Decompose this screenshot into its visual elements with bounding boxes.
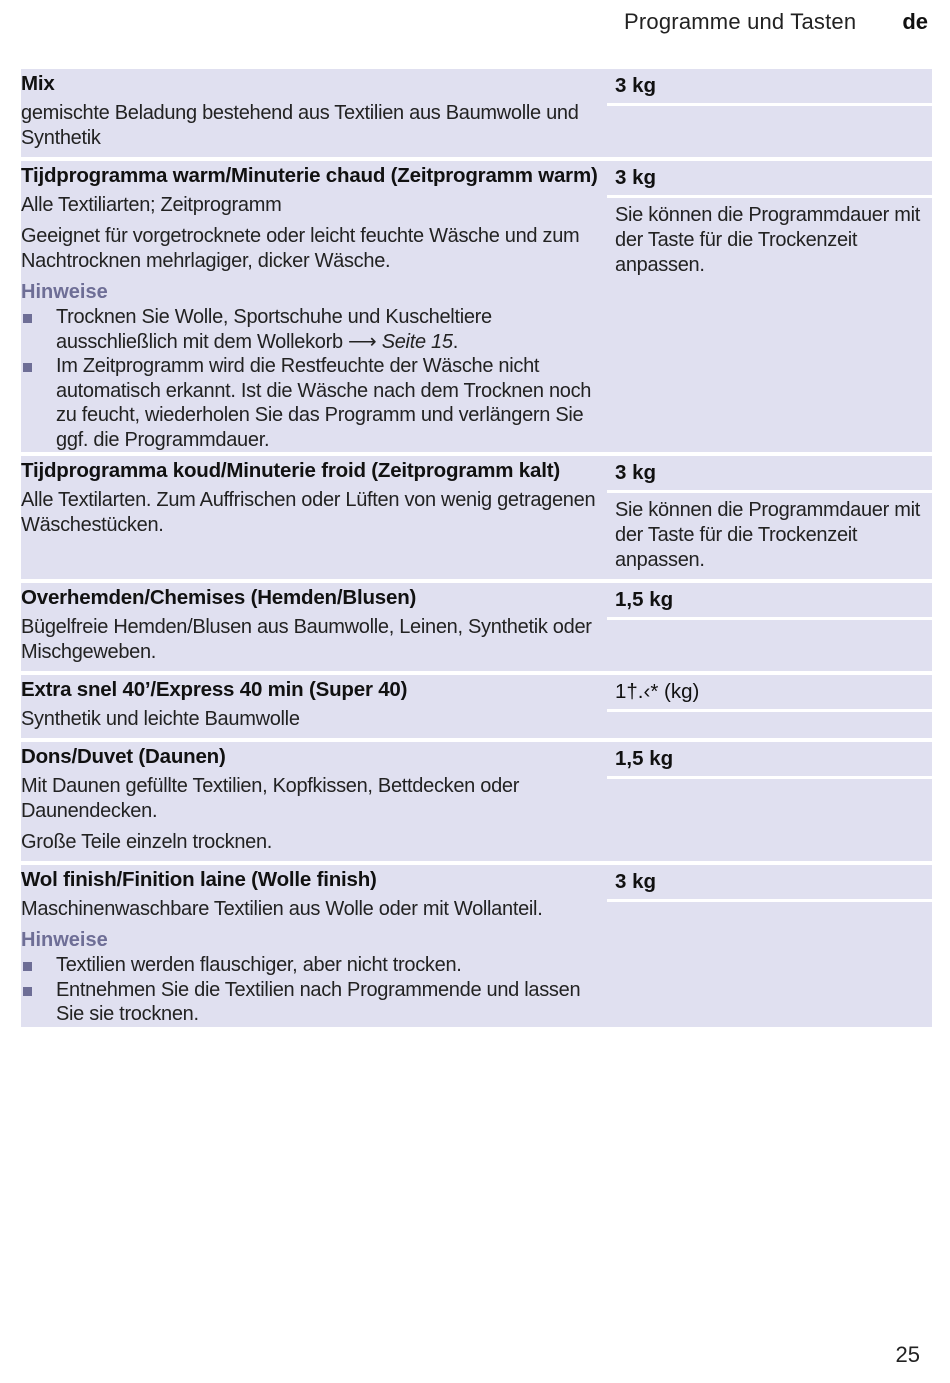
page-header [624,8,928,36]
section-title: Programme und Tasten [624,9,857,34]
program-table [21,69,932,1027]
program-title: Tijdprogramma koud/Minuterie froid (Zeitprogramm kalt) [21,459,560,482]
program-info [21,673,607,740]
program-capacity: 3 kg [607,456,932,493]
hints-heading: Hinweise [21,281,108,303]
program-description: Große Teile einzeln trocknen. [21,831,273,853]
program-row-time-warm [21,159,932,454]
program-capacity-cell [607,673,932,740]
page-reference-link[interactable]: Seite 15 [381,330,453,353]
program-title: Mix [21,72,55,95]
page-number: 25 [895,1342,920,1367]
program-description: gemischte Beladung bestehend aus Textilien aus Baumwolle und Synthetik [21,102,579,149]
program-info [21,863,607,1027]
language-code: de [902,9,928,34]
program-note: Sie können die Programmdauer mit der Taste für die Trockenzeit anpassen. [615,499,920,571]
program-capacity-cell [607,863,932,1027]
program-description: Bügelfreie Hemden/Blusen aus Baumwolle, Leinen, Synthetik oder Mischgeweben. [21,616,592,663]
bullet-square-icon [23,987,32,996]
hint-item: Entnehmen Sie die Textilien nach Programmende und lassen Sie sie trocknen. [21,978,607,1027]
hint-item: Im Zeitprogramm wird die Restfeuchte der Wäsche nicht automatisch erkannt. Ist die Wäsche nach dem Trocknen noch zu feucht, wiederholen Sie das Programm und verlängern Sie ggf. die Programmdauer. [21,354,607,452]
program-capacity-cell [607,740,932,863]
program-row-shirts [21,581,932,673]
program-row-mix [21,69,932,159]
program-row-duvet [21,740,932,863]
program-description: Mit Daunen gefüllte Textilien, Kopfkissen, Bettdecken oder Daunendecken. [21,775,520,822]
program-capacity: 1†.‹* (kg) [607,675,932,712]
hints-heading: Hinweise [21,929,108,951]
program-description: Alle Textiliarten; Zeitprogramm [21,194,282,216]
hints-list [21,953,607,1027]
program-title: Wol finish/Finition laine (Wolle finish) [21,868,377,891]
program-capacity: 1,5 kg [607,583,932,620]
program-row-time-cold [21,454,932,581]
program-note: Sie können die Programmdauer mit der Taste für die Trockenzeit anpassen. [615,204,920,276]
program-capacity: 3 kg [607,69,932,106]
program-capacity: 1,5 kg [607,742,932,779]
program-info [21,454,607,581]
program-description: Synthetik und leichte Baumwolle [21,708,300,730]
program-description: Maschinenwaschbare Textilien aus Wolle oder mit Wollanteil. [21,898,543,920]
program-capacity: 3 kg [607,161,932,198]
program-title: Extra snel 40’/Express 40 min (Super 40) [21,678,408,701]
program-description: Geeignet für vorgetrocknete oder leicht feuchte Wäsche und zum Nachtrocknen mehrlagiger, dicker Wäsche. [21,225,580,272]
program-description: Alle Textilarten. Zum Auffrischen oder Lüften von wenig getragenen Wäschestücken. [21,489,596,536]
program-capacity-cell [607,69,932,159]
bullet-square-icon [23,962,32,971]
bullet-square-icon [23,363,32,372]
program-info [21,69,607,159]
program-row-super40 [21,673,932,740]
program-info [21,581,607,673]
program-capacity-cell [607,454,932,581]
program-capacity-cell [607,159,932,454]
program-title: Overhemden/Chemises (Hemden/Blusen) [21,586,417,609]
program-capacity: 3 kg [607,865,932,902]
hints-list [21,305,607,452]
program-info [21,159,607,454]
program-info [21,740,607,863]
program-row-wool [21,863,932,1027]
hint-item: Trocknen Sie Wolle, Sportschuhe und Kuscheltiere ausschließlich mit dem Wollekorb ⟶ Seite 15. [21,305,607,354]
program-title: Dons/Duvet (Daunen) [21,745,226,768]
bullet-square-icon [23,314,32,323]
program-title: Tijdprogramma warm/Minuterie chaud (Zeitprogramm warm) [21,164,598,187]
program-capacity-cell [607,581,932,673]
hint-item: Textilien werden flauschiger, aber nicht trocken. [21,953,607,978]
